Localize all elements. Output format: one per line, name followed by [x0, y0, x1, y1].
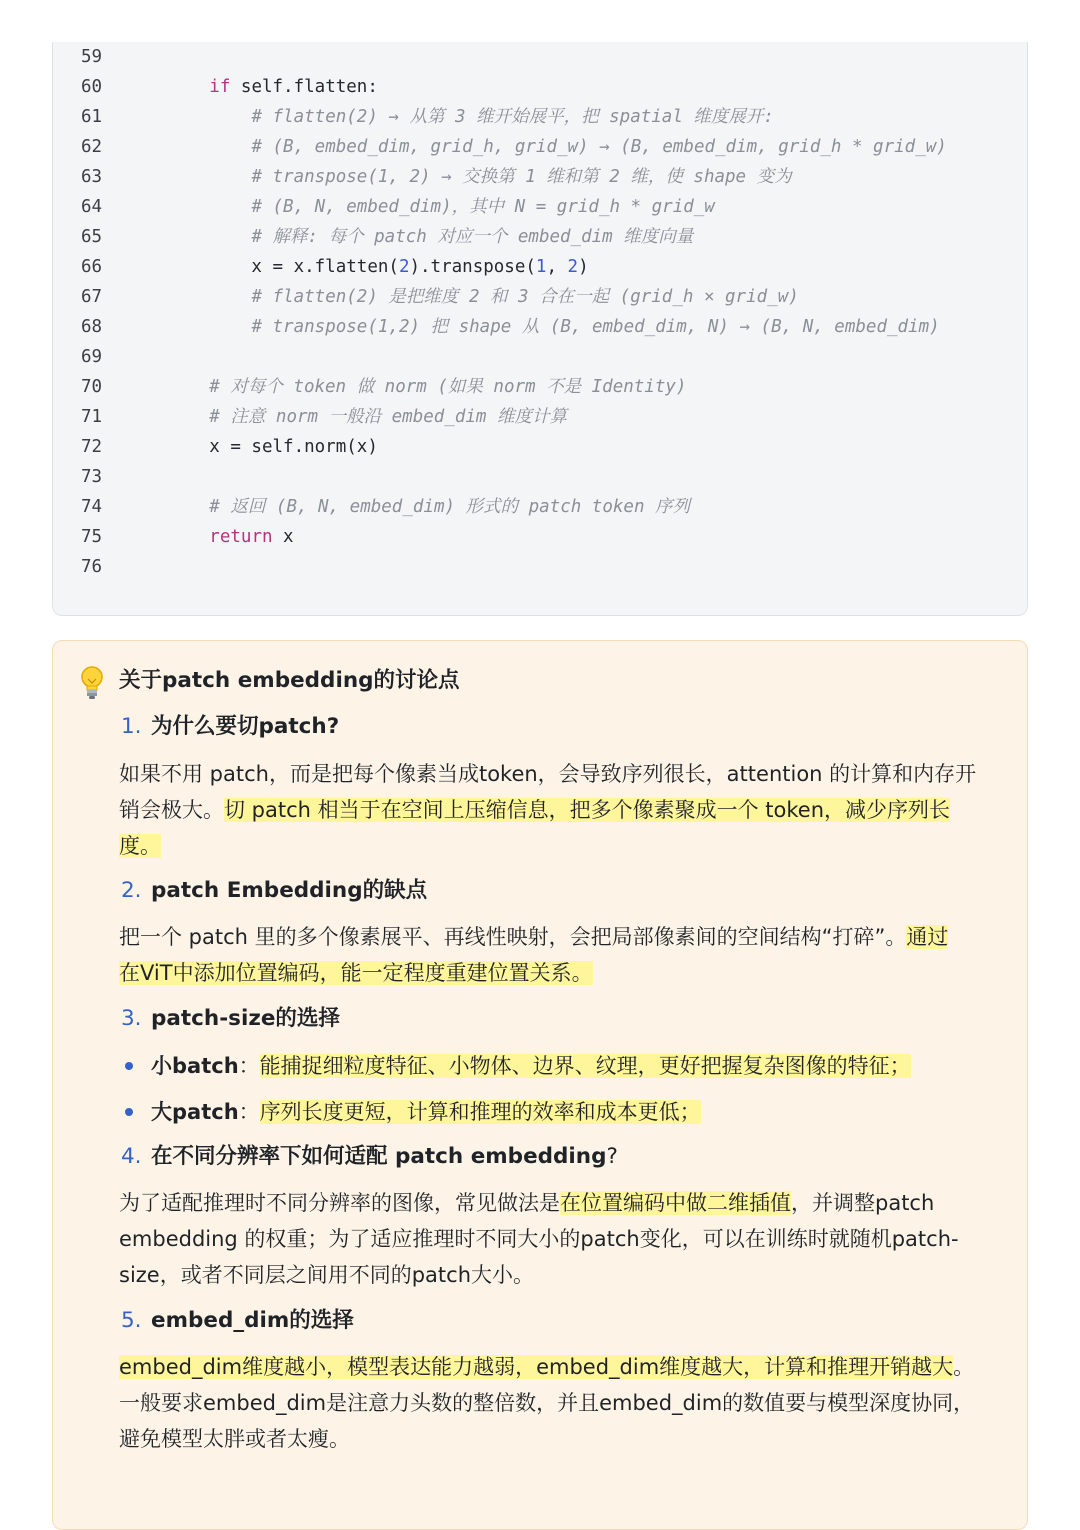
line-number: 61 [81, 107, 103, 127]
code-line [53, 372, 1027, 402]
line-number: 71 [81, 407, 103, 427]
code-line [53, 102, 1027, 132]
bullet-dot [125, 1108, 133, 1116]
paragraph-1-line-1: 如果不用 patch，而是把每个像素当成token，会导致序列很长，attention 的计算和内存开 [119, 762, 977, 786]
code-text: x = self.norm(x) [125, 437, 378, 457]
line-number: 66 [81, 257, 103, 277]
paragraph-5-line-3: 避免模型太胖或者太瘦。 [119, 1427, 350, 1451]
code-text: # 解释: 每个 patch 对应一个 embed_dim 维度向量 [251, 227, 694, 247]
paragraph-4 [119, 1185, 1009, 1293]
code-line [53, 282, 1027, 312]
highlight: 通过 [906, 925, 949, 949]
code-text: if self.flatten: [209, 77, 378, 97]
callout-box [52, 640, 1028, 1530]
highlight: 度。 [119, 834, 161, 858]
code-line [53, 132, 1027, 162]
paragraph-5 [119, 1349, 1009, 1457]
list-heading-1: 为什么要切patch? [151, 714, 340, 739]
list-number-2: 2. [121, 878, 142, 903]
code-line [53, 162, 1027, 192]
code-line [53, 222, 1027, 252]
line-number: 72 [81, 437, 103, 457]
line-number: 74 [81, 497, 103, 517]
paragraph-2-line-1: 把一个 patch 里的多个像素展平、再线性映射，会把局部像素间的空间结构“打碎”。通过 [119, 925, 949, 949]
paragraph-5-line-1: embed_dim维度越小，模型表达能力越弱，embed_dim维度越大，计算和推理开销越大。 [119, 1355, 975, 1379]
code-block [52, 42, 1028, 616]
line-number: 65 [81, 227, 103, 247]
code-line [53, 342, 1027, 372]
list-heading-2: patch Embedding的缺点 [151, 878, 428, 903]
code-text: # (B, embed_dim, grid_h, grid_w) → (B, embed_dim, grid_h * grid_w) [251, 137, 947, 157]
code-line [53, 462, 1027, 492]
lightbulb-icon [79, 665, 105, 701]
line-number: 64 [81, 197, 103, 217]
code-text: # (B, N, embed_dim)，其中 N = grid_h * grid_w [251, 197, 715, 217]
paragraph-1 [119, 756, 1009, 864]
list-heading-5: embed_dim的选择 [151, 1308, 354, 1333]
paragraph-1-line-3 [119, 828, 1009, 864]
code-line [53, 312, 1027, 342]
code-line [53, 432, 1027, 462]
code-text: x = x.flatten(2).transpose(1, 2) [125, 257, 589, 277]
line-number: 76 [81, 557, 103, 577]
list-heading-3: patch-size的选择 [151, 1006, 340, 1031]
line-number: 73 [81, 467, 103, 487]
list-number-3: 3. [121, 1006, 142, 1031]
code-text: # 对每个 token 做 norm (如果 norm 不是 Identity) [209, 377, 687, 397]
code-line [53, 522, 1027, 552]
paragraph-4-line-2: embedding 的权重；为了适应推理时不同大小的patch变化，可以在训练时就随机patch- [119, 1227, 959, 1251]
line-number: 62 [81, 137, 103, 157]
line-number: 70 [81, 377, 103, 397]
list-number-4: 4. [121, 1144, 142, 1169]
line-number: 67 [81, 287, 103, 307]
list-number-5: 5. [121, 1308, 142, 1333]
code-line [53, 72, 1027, 102]
code-text: # flatten(2) 是把维度 2 和 3 合在一起 (grid_h × grid_w) [251, 287, 799, 307]
code-line [53, 192, 1027, 222]
highlight: embed_dim维度越小，模型表达能力越弱，embed_dim维度越大，计算和推理开销越大 [119, 1355, 954, 1379]
line-number: 60 [81, 77, 103, 97]
paragraph-5-line-2: 一般要求embed_dim是注意力头数的整倍数，并且embed_dim的数值要与模型深度协同， [119, 1391, 975, 1415]
code-text: # transpose(1,2) 把 shape 从 (B, embed_dim, N) → (B, N, embed_dim) [251, 317, 940, 337]
code-text: # 返回 (B, N, embed_dim) 形式的 patch token 序列 [209, 497, 691, 517]
highlight: 切 patch 相当于在空间上压缩信息，把多个像素聚成一个 token，减少序列长 [224, 798, 951, 822]
code-line [53, 552, 1027, 582]
paragraph-4-line-1: 为了适配推理时不同分辨率的图像，常见做法是在位置编码中做二维插值，并调整patch [119, 1191, 935, 1215]
line-number: 59 [81, 47, 103, 67]
code-line [53, 42, 1027, 72]
line-number: 69 [81, 347, 103, 367]
bullet-item-small-batch: 小batch：能捕捉细粒度特征、小物体、边界、纹理，更好把握复杂图像的特征； [151, 1054, 911, 1078]
code-text: return x [209, 527, 294, 547]
code-text: # transpose(1, 2) → 交换第 1 维和第 2 维，使 shape 变为 [251, 167, 792, 187]
code-line [53, 492, 1027, 522]
callout-title: 关于patch embedding的讨论点 [119, 668, 460, 693]
bullet-dot [125, 1062, 133, 1070]
line-number: 68 [81, 317, 103, 337]
code-line [53, 402, 1027, 432]
list-number-1: 1. [121, 714, 142, 739]
paragraph-1-line-2: 销会极大。切 patch 相当于在空间上压缩信息，把多个像素聚成一个 token，减少序列长 [119, 798, 951, 822]
code-text: # flatten(2) → 从第 3 维开始展平，把 spatial 维度展开: [251, 107, 774, 127]
highlight: 序列长度更短，计算和推理的效率和成本更低； [259, 1100, 701, 1124]
code-text: # 注意 norm 一般沿 embed_dim 维度计算 [209, 407, 567, 427]
paragraph-2-line-2 [119, 955, 1009, 991]
bullet-item-large-patch: 大patch：序列长度更短，计算和推理的效率和成本更低； [151, 1100, 701, 1124]
paragraph-4-line-3: size，或者不同层之间用不同的patch大小。 [119, 1263, 535, 1287]
highlight: 在ViT中添加位置编码，能一定程度重建位置关系。 [119, 961, 593, 985]
code-line [53, 252, 1027, 282]
line-number: 75 [81, 527, 103, 547]
line-number: 63 [81, 167, 103, 187]
highlight: 能捕捉细粒度特征、小物体、边界、纹理，更好把握复杂图像的特征； [259, 1054, 911, 1078]
paragraph-2 [119, 919, 1009, 991]
highlight: 在位置编码中做二维插值 [560, 1191, 791, 1215]
list-heading-4: 在不同分辨率下如何适配 patch embedding? [151, 1144, 618, 1169]
